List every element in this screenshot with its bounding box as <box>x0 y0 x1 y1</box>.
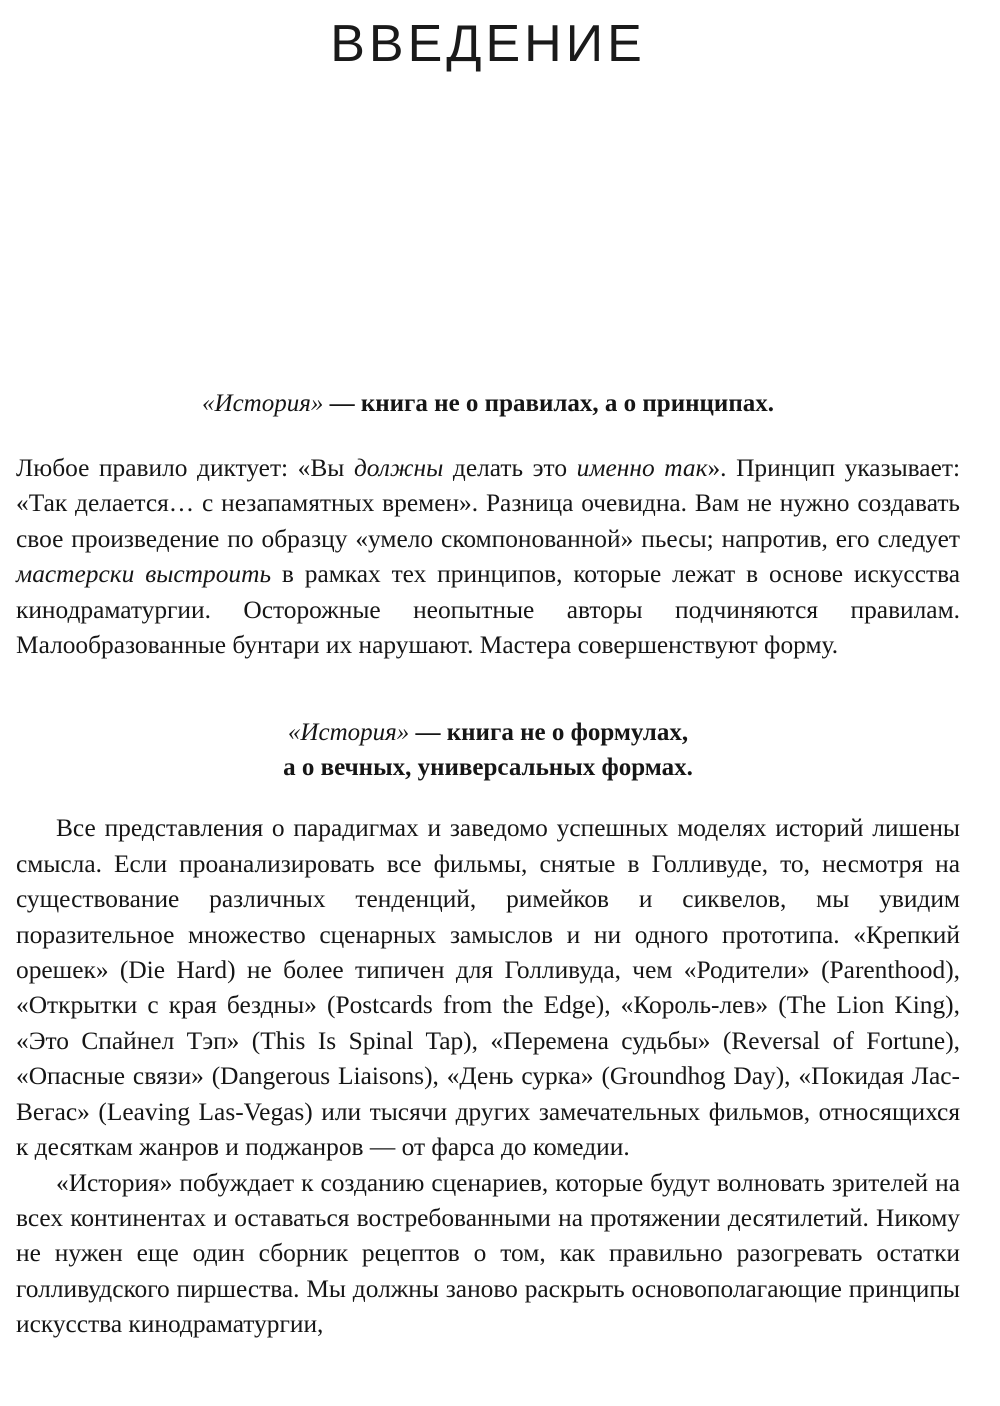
chapter-title: ВВЕДЕНИЕ <box>330 15 646 73</box>
book-page <box>16 0 960 1343</box>
emphasis-text: должны <box>353 454 444 482</box>
epigraph-book-title: «История» <box>287 719 410 747</box>
epigraph-text-line1: — книга не о формулах, <box>409 719 689 747</box>
emphasis-text: именно так <box>576 454 708 482</box>
epigraph-book-title: «История» <box>202 390 324 417</box>
emphasis-text: мастерски выстроить <box>16 560 271 589</box>
paragraph-rules <box>16 451 960 663</box>
paragraph-paradigms: Все представления о парадигмах и заведомо успешных моделях историй лишены смысла. Если проанализировать все фильмы, снятые в Голливуде, то, несмотря на существование различных тенденций, римейков и сиквелов, мы увидим поразительное множество сценарных замыслов и ни одного прототипа. «Крепкий орешек» (Die Hard) не более типичен для Голливуда, чем «Родители» (Parenthood), «Открытки с края бездны» (Postcards from the Edge), «Король-лев» (The Lion King), «Это Спайнел Тэп» (This Is Spinal Tap), «Перемена судьбы» (Reversal of Fortune), «Опасные связи» (Dangerous Liaisons), «День сурка» (Groundhog Day), «Покидая Лас-Вегас» (Leaving Las-Vegas) или тысячи других замечательных фильмов, относящихся к десяткам жанров и поджанров — от фарса до комедии. <box>16 814 960 1162</box>
paragraph-text: в рамках тех принципов, которые лежат в основе искусства кинодраматургии. Осторожные неопытные авторы подчиняются правилам. Малообразованные бунтари их нарушают. Мастера совершенствуют форму. <box>16 560 960 660</box>
epigraph-text: — книга не о правилах, а о принципах. <box>323 390 774 417</box>
epigraph-text-line2: а о вечных, универсальных формах. <box>283 754 693 782</box>
paragraph-story-purpose: «История» побуждает к созданию сценариев, которые будут волновать зрителей на всех континентах и оставаться востребованными на протяжении десятилетий. Никому не нужен еще один сборник рецептов о том, как правильно разогревать остатки голливудского пиршества. Мы должны заново раскрыть основополагающие принципы искусства кинодраматургии, <box>16 1168 960 1339</box>
epigraph-rules-principles <box>16 386 960 421</box>
paragraph-text: ». Принцип указывает: «Так делается… с незапамятных времен». Разница очевидна. Вам не нужно создавать свое произведение по образцу «умело скомпонованной» пьесы; напротив, его следует <box>16 454 960 553</box>
paragraph-text: Любое правило диктует: «Вы <box>16 454 354 482</box>
epigraph-formulas-forms <box>16 715 960 785</box>
paragraph-text: делать это <box>443 454 577 482</box>
